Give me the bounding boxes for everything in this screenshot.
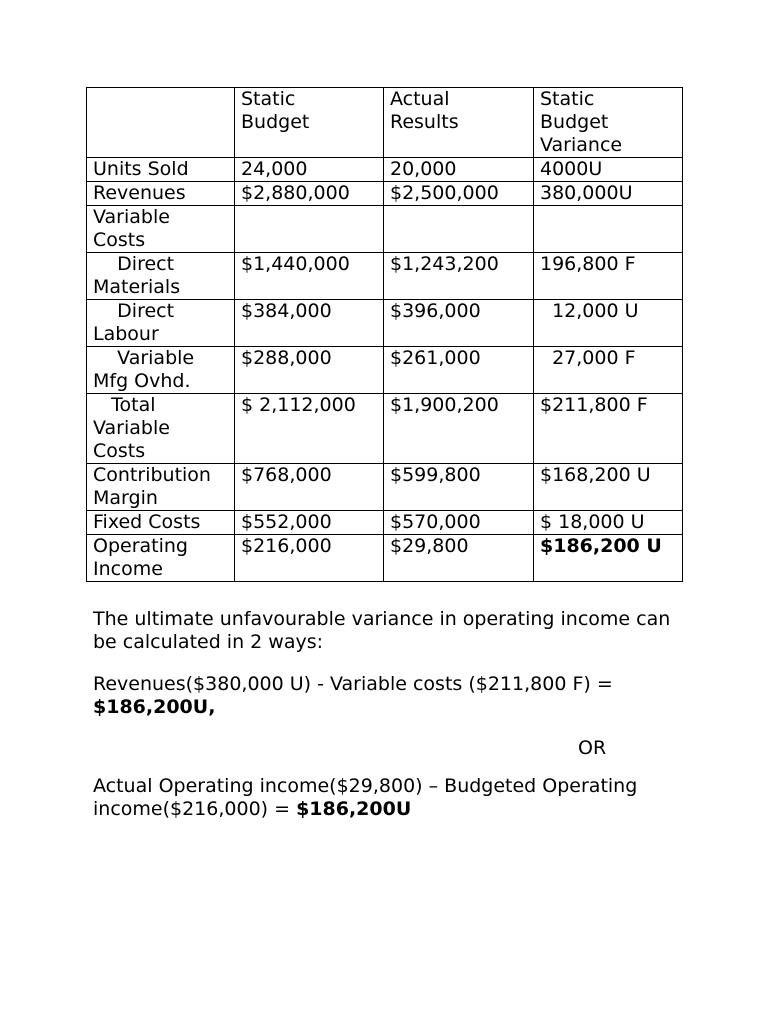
- table-row: [87, 511, 683, 535]
- header-cell-variance: Static Budget Variance: [534, 88, 683, 158]
- table-cell-static-budget: $2,880,000: [235, 182, 384, 206]
- table-row: [87, 394, 683, 464]
- table-cell-variance: [534, 206, 683, 253]
- table-cell-item: Total Variable Costs: [87, 394, 235, 464]
- table-cell-variance: 27,000 F: [534, 347, 683, 394]
- variance-table-body: [87, 88, 683, 582]
- table-cell-static-budget: $384,000: [235, 300, 384, 347]
- table-cell-static-budget: $216,000: [235, 535, 384, 582]
- method1-result: $186,200U,: [93, 696, 216, 718]
- method2-formula: Actual Operating income($29,800) – Budgeted Operating income($216,000) =: [93, 775, 638, 820]
- table-row: [87, 206, 683, 253]
- method2-result: $186,200U: [296, 798, 412, 820]
- table-cell-item: Operating Income: [87, 535, 235, 582]
- table-cell-variance: $ 18,000 U: [534, 511, 683, 535]
- table-cell-actual-results: $396,000: [384, 300, 534, 347]
- table-cell-variance: 380,000U: [534, 182, 683, 206]
- header-cell-actual-results: Actual Results: [384, 88, 534, 158]
- table-row: [87, 347, 683, 394]
- table-row: [87, 300, 683, 347]
- table-row: [87, 253, 683, 300]
- table-cell-item: Revenues: [87, 182, 235, 206]
- table-cell-variance: 196,800 F: [534, 253, 683, 300]
- table-cell-variance: $168,200 U: [534, 464, 683, 511]
- table-cell-variance: 12,000 U: [534, 300, 683, 347]
- table-cell-actual-results: $261,000: [384, 347, 534, 394]
- table-cell-static-budget: $1,440,000: [235, 253, 384, 300]
- or-separator: OR: [578, 737, 607, 759]
- table-cell-item: Direct Materials: [87, 253, 235, 300]
- table-cell-actual-results: $570,000: [384, 511, 534, 535]
- table-cell-item: Contribution Margin: [87, 464, 235, 511]
- table-cell-variance: 4000U: [534, 158, 683, 182]
- table-cell-actual-results: $1,243,200: [384, 253, 534, 300]
- table-cell-item: Variable Costs: [87, 206, 235, 253]
- table-cell-actual-results: [384, 206, 534, 253]
- table-row: [87, 535, 683, 582]
- table-cell-item: Units Sold: [87, 158, 235, 182]
- table-row: [87, 464, 683, 511]
- table-cell-actual-results: 20,000: [384, 158, 534, 182]
- table-row: [87, 182, 683, 206]
- table-cell-static-budget: $768,000: [235, 464, 384, 511]
- method2-paragraph: [93, 775, 693, 821]
- table-cell-static-budget: 24,000: [235, 158, 384, 182]
- header-cell-static-budget: Static Budget: [235, 88, 384, 158]
- table-cell-actual-results: $1,900,200: [384, 394, 534, 464]
- table-cell-static-budget: $ 2,112,000: [235, 394, 384, 464]
- header-cell-blank: [87, 88, 235, 158]
- table-cell-actual-results: $29,800: [384, 535, 534, 582]
- table-cell-static-budget: [235, 206, 384, 253]
- table-row: [87, 158, 683, 182]
- table-cell-item: Direct Labour: [87, 300, 235, 347]
- table-cell-static-budget: $288,000: [235, 347, 384, 394]
- table-cell-variance: $211,800 F: [534, 394, 683, 464]
- intro-paragraph: The ultimate unfavourable variance in operating income can be calculated in 2 ways:: [93, 608, 671, 653]
- table-cell-actual-results: $599,800: [384, 464, 534, 511]
- table-cell-actual-results: $2,500,000: [384, 182, 534, 206]
- table-header-row: [87, 88, 683, 158]
- table-cell-item: Variable Mfg Ovhd.: [87, 347, 235, 394]
- method1-formula: Revenues($380,000 U) - Variable costs ($211,800 F) =: [93, 673, 613, 695]
- variance-table: [86, 87, 683, 582]
- table-cell-variance: $186,200 U: [534, 535, 683, 582]
- method1-paragraph: [93, 673, 693, 719]
- table-cell-static-budget: $552,000: [235, 511, 384, 535]
- table-cell-item: Fixed Costs: [87, 511, 235, 535]
